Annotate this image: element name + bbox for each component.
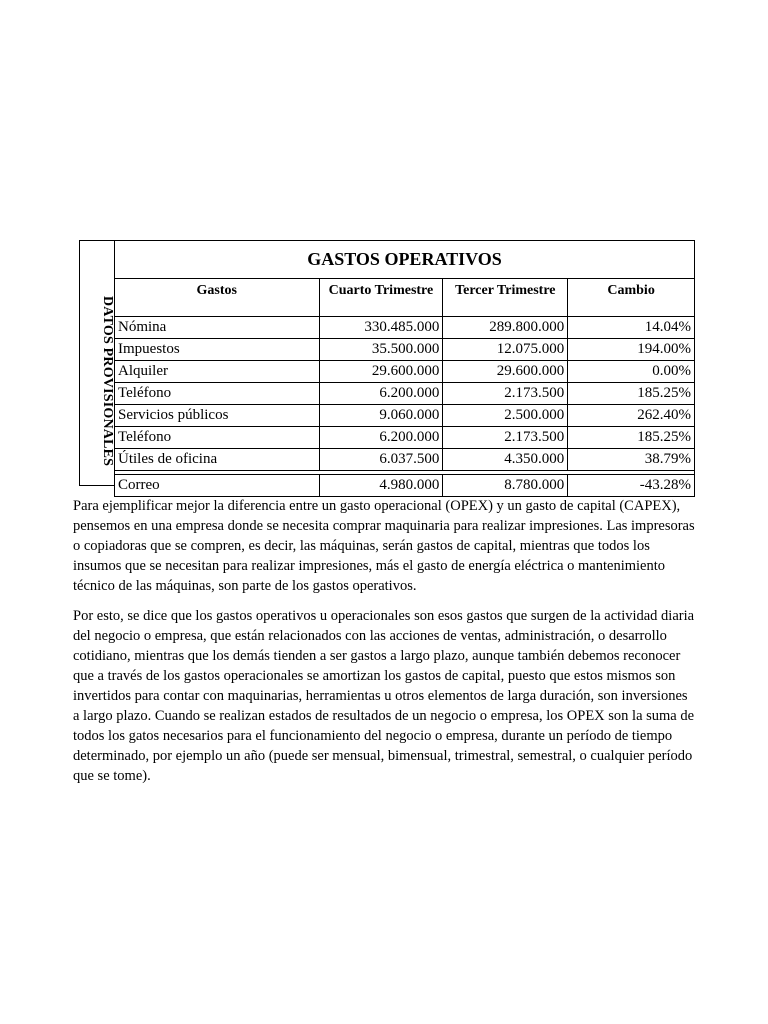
table-row — [115, 361, 695, 383]
table-title: GASTOS OPERATIVOS — [115, 241, 695, 279]
table-title-row — [115, 241, 695, 279]
cell-cuarto-trimestre: 6.200.000 — [319, 383, 443, 405]
cell-tercer-trimestre: 4.350.000 — [443, 449, 568, 471]
table-row — [115, 405, 695, 427]
cell-cambio: 185.25% — [568, 383, 695, 405]
cell-tercer-trimestre: 289.800.000 — [443, 317, 568, 339]
cell-cuarto-trimestre: 35.500.000 — [319, 339, 443, 361]
cell-cambio: 194.00% — [568, 339, 695, 361]
cell-cambio: 262.40% — [568, 405, 695, 427]
side-label-box — [79, 240, 114, 486]
table-header-row — [115, 279, 695, 317]
cell-concept: Útiles de oficina — [115, 449, 320, 471]
cell-cuarto-trimestre: 330.485.000 — [319, 317, 443, 339]
cell-concept: Alquiler — [115, 361, 320, 383]
cell-tercer-trimestre: 8.780.000 — [443, 475, 568, 497]
cell-cuarto-trimestre: 4.980.000 — [319, 475, 443, 497]
side-label: DATOS PROVISIONALES — [100, 295, 115, 467]
cell-tercer-trimestre: 12.075.000 — [443, 339, 568, 361]
cell-concept: Teléfono — [115, 383, 320, 405]
table-row-extra — [115, 475, 695, 497]
cell-tercer-trimestre: 29.600.000 — [443, 361, 568, 383]
table-row — [115, 317, 695, 339]
cell-concept: Nómina — [115, 317, 320, 339]
body-text — [73, 496, 695, 796]
table-row — [115, 339, 695, 361]
cell-cuarto-trimestre: 6.037.500 — [319, 449, 443, 471]
cell-cambio: 38.79% — [568, 449, 695, 471]
cell-cambio: 14.04% — [568, 317, 695, 339]
column-header-tercer-trimestre: Tercer Trimestre — [443, 279, 568, 317]
paragraph: Para ejemplificar mejor la diferencia entre un gasto operacional (OPEX) y un gasto de capital (CAPEX), pensemos en una empresa donde se necesita comprar maquinaria para realizar impresiones. Las impresoras o copiadoras que se compren, es decir, las máquinas, serán gastos de capital, mientras que todos los insumos que se necesitan para realizar impresiones, más el gasto de energía eléctrica o mantenimiento técnico de las máquinas, son parte de los gastos operativos. — [73, 498, 695, 594]
cell-cuarto-trimestre: 9.060.000 — [319, 405, 443, 427]
cell-cambio: -43.28% — [568, 475, 695, 497]
cell-concept: Servicios públicos — [115, 405, 320, 427]
table-row — [115, 427, 695, 449]
cell-concept: Teléfono — [115, 427, 320, 449]
cell-tercer-trimestre: 2.173.500 — [443, 383, 568, 405]
table-row — [115, 449, 695, 471]
cell-cuarto-trimestre: 6.200.000 — [319, 427, 443, 449]
paragraph: Por esto, se dice que los gastos operativos u operacionales son esos gastos que surgen de la actividad diaria del negocio o empresa, que están relacionados con las acciones de ventas, administración, o desarrollo cotidiano, mientras que los demás tienden a ser gastos a largo plazo, aunque también debemos reconocer que a través de los gastos operacionales se amortizan los gastos de capital, puesto que estos mismos son invertidos para contar con maquinarias, herramientas u otros elementos de larga duración, son inversiones a largo plazo. Cuando se realizan estados de resultados de un negocio o empresa, los OPEX son la suma de todos los gatos necesarios para el funcionamiento del negocio o empresa, durante un período de tiempo determinado, por ejemplo un año (puede ser mensual, bimensual, trimestral, semestral, o cualquier período que se tome). — [73, 608, 695, 784]
column-header-gastos: Gastos — [115, 279, 320, 317]
expenses-table — [114, 240, 695, 497]
cell-concept: Correo — [115, 475, 320, 497]
cell-tercer-trimestre: 2.173.500 — [443, 427, 568, 449]
cell-tercer-trimestre: 2.500.000 — [443, 405, 568, 427]
cell-concept: Impuestos — [115, 339, 320, 361]
cell-cambio: 0.00% — [568, 361, 695, 383]
column-header-cambio: Cambio — [568, 279, 695, 317]
table-row — [115, 383, 695, 405]
column-header-cuarto-trimestre: Cuarto Trimestre — [319, 279, 443, 317]
cell-cuarto-trimestre: 29.600.000 — [319, 361, 443, 383]
cell-cambio: 185.25% — [568, 427, 695, 449]
